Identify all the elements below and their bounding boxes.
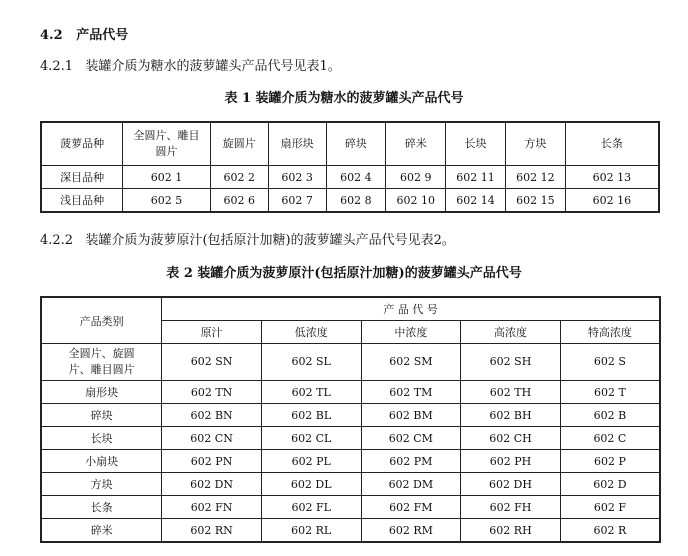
table-cell: 602 5 [123,189,211,213]
row-label: 小扇块 [41,450,162,473]
table-row [41,427,660,450]
table-row [41,189,659,213]
table-row [41,496,660,519]
table-cell: 602 2 [210,166,268,189]
table-cell: 602 RM [361,519,461,543]
table-row [41,450,660,473]
table1-caption: 表 1 装罐介质为糖水的菠萝罐头产品代号 [224,91,464,106]
paragraph-4-2-2 [40,229,455,248]
table-cell: 602 CH [461,427,561,450]
table-row [41,473,660,496]
table-cell: 602 BN [162,404,262,427]
table2-caption: 表 2 装罐介质为菠萝原汁(包括原汁加糖)的菠萝罐头产品代号 [166,266,522,281]
table-cell: 602 14 [446,189,506,213]
table-cell: 602 4 [326,166,386,189]
table-cell: 602 SN [162,344,262,381]
table-cell: 602 13 [565,166,659,189]
table-row [41,519,660,543]
table1-corner-header: 菠萝品种 [41,122,123,166]
section-number: 4.2 [40,28,63,43]
table-cell: 602 TN [162,381,262,404]
table-cell: 602 SM [361,344,461,381]
table-cell: 602 TH [461,381,561,404]
row-label: 全圆片、旋圆片、雕目圆片 [41,344,162,381]
table-cell: 602 FM [361,496,461,519]
table-cell: 602 RL [261,519,361,543]
paragraph-text: 装罐介质为糖水的菠萝罐头产品代号见表1。 [85,59,341,74]
table-cell: 602 16 [565,189,659,213]
row-label: 碎块 [41,404,162,427]
table2-col-header: 特高浓度 [560,321,660,344]
table2-group-header-row [41,297,660,321]
table-cell: 602 10 [386,189,446,213]
table-cell: 602 C [560,427,660,450]
table-cell: 602 TL [261,381,361,404]
table-cell: 602 1 [123,166,211,189]
row-label: 方块 [41,473,162,496]
table-cell: 602 CN [162,427,262,450]
table-cell: 602 PN [162,450,262,473]
table-row [41,344,660,381]
paragraph-4-2-1 [40,55,341,74]
table-cell: 602 FH [461,496,561,519]
table-cell: 602 F [560,496,660,519]
table-cell: 602 12 [505,166,565,189]
table-cell: 602 B [560,404,660,427]
row-label: 碎米 [41,519,162,543]
row-label: 深目品种 [41,166,123,189]
table-cell: 602 PM [361,450,461,473]
section-heading [40,24,128,43]
row-label: 浅目品种 [41,189,123,213]
paragraph-number: 4.2.1 [40,59,74,74]
table1-col-header: 方块 [505,122,565,166]
table-cell: 602 FL [261,496,361,519]
table-cell: 602 CM [361,427,461,450]
table1-col-header: 旋圆片 [210,122,268,166]
row-label: 长块 [41,427,162,450]
table-cell: 602 DL [261,473,361,496]
table-cell: 602 SH [461,344,561,381]
table1-col-header: 碎块 [326,122,386,166]
table-cell: 602 8 [326,189,386,213]
table-row [41,166,659,189]
table-cell: 602 PL [261,450,361,473]
table-row [41,381,660,404]
table-cell: 602 SL [261,344,361,381]
table-cell: 602 7 [268,189,326,213]
section-title: 产品代号 [76,28,129,43]
table-cell: 602 S [560,344,660,381]
table-cell: 602 DN [162,473,262,496]
table2-col-header: 中浓度 [361,321,461,344]
table1-col-header: 长条 [565,122,659,166]
table2-corner-header: 产品类别 [41,297,162,344]
row-label: 长条 [41,496,162,519]
table-cell: 602 PH [461,450,561,473]
table2-col-header: 低浓度 [261,321,361,344]
table2 [40,296,661,543]
table-cell: 602 P [560,450,660,473]
table-cell: 602 FN [162,496,262,519]
table1-col-header: 扇形块 [268,122,326,166]
table-cell: 602 6 [210,189,268,213]
table2-col-header: 高浓度 [461,321,561,344]
table2-group-header: 产 品 代 号 [162,297,660,321]
table1-col-header: 全圆片、雕目圆片 [123,122,211,166]
table-cell: 602 RN [162,519,262,543]
table-cell: 602 DM [361,473,461,496]
table-cell: 602 BL [261,404,361,427]
table-cell: 602 3 [268,166,326,189]
table-cell: 602 DH [461,473,561,496]
paragraph-number: 4.2.2 [40,233,74,248]
table1 [40,121,660,213]
table-cell: 602 BM [361,404,461,427]
table-cell: 602 T [560,381,660,404]
table-cell: 602 9 [386,166,446,189]
table-cell: 602 D [560,473,660,496]
table-cell: 602 15 [505,189,565,213]
table-cell: 602 TM [361,381,461,404]
table-cell: 602 BH [461,404,561,427]
table-row [41,404,660,427]
table2-col-header: 原汁 [162,321,262,344]
table-cell: 602 R [560,519,660,543]
table1-header-row [41,122,659,166]
table-cell: 602 RH [461,519,561,543]
table1-col-header: 碎米 [386,122,446,166]
table1-col-header: 长块 [446,122,506,166]
row-label: 扇形块 [41,381,162,404]
paragraph-text: 装罐介质为菠萝原汁(包括原汁加糖)的菠萝罐头产品代号见表2。 [85,233,455,248]
table-cell: 602 CL [261,427,361,450]
table-cell: 602 11 [446,166,506,189]
